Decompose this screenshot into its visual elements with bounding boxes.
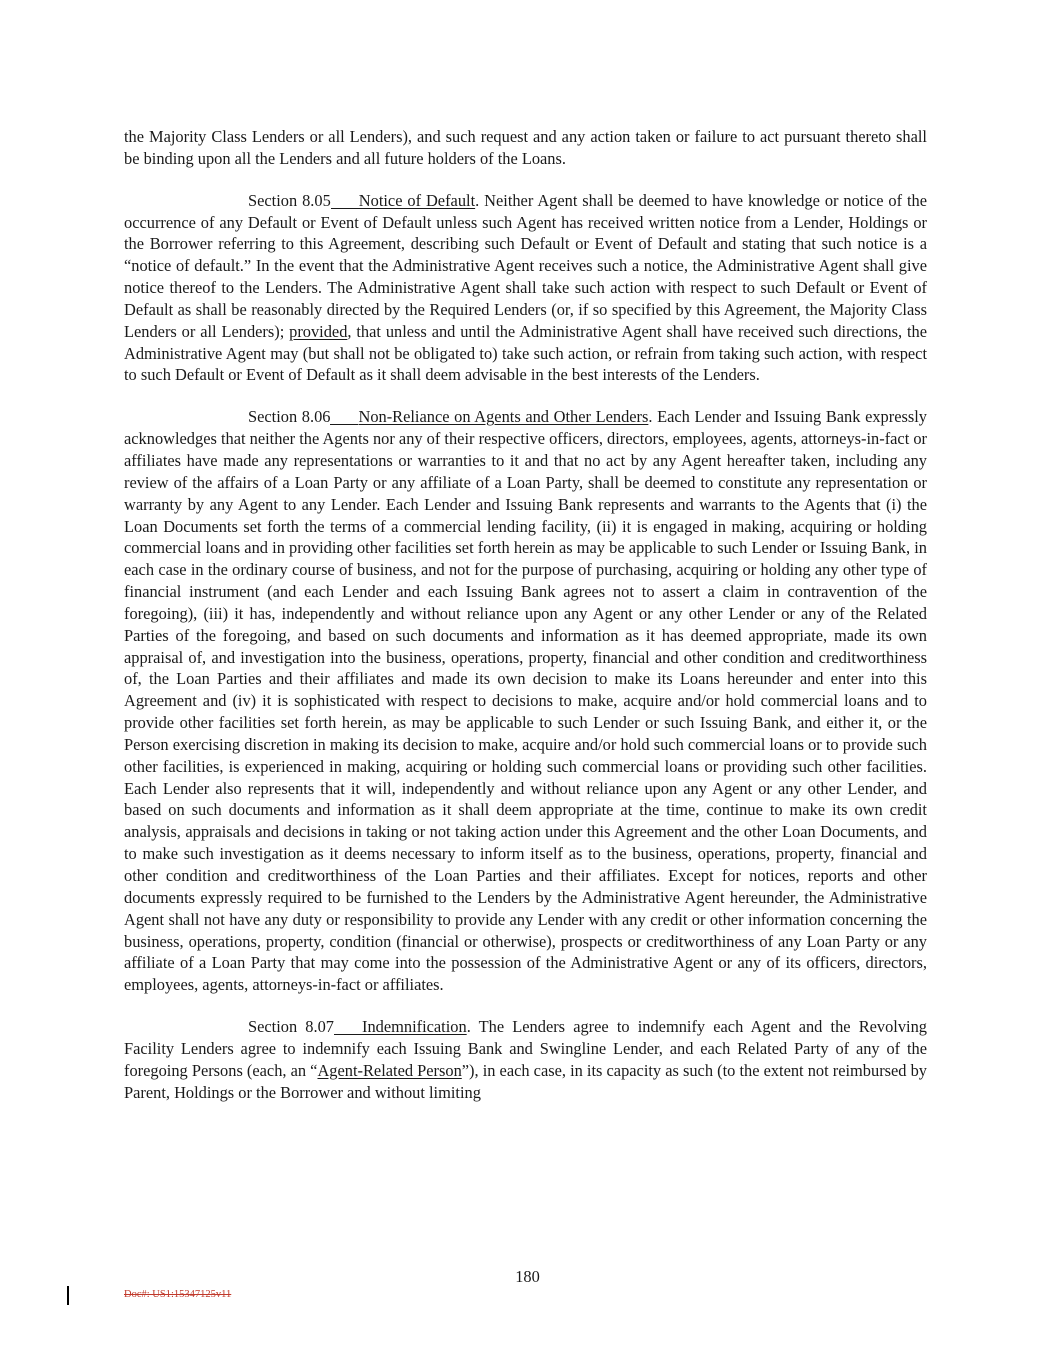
tab-gap — [331, 193, 359, 209]
section-8-07-paragraph: Section 8.07 Indemnification. The Lenders agree to indemnify each Agent and the Revolving Facility Lenders agree to indemnify each Issuing Bank and Swingline Lender, and each Related Party of any of the foregoing Persons (each, an “Agent-Related Person”), in each case, in its capacity as such (to the extent not reimbursed by Parent, Holdings or the Borrower and without limiting — [124, 1017, 927, 1102]
section-title: Non-Reliance on Agents and Other Lenders — [358, 407, 649, 427]
section-number: Section 8.07 — [248, 1017, 334, 1037]
section-number: Section 8.06 — [248, 407, 331, 427]
tab-gap — [334, 1019, 362, 1035]
section-title: Notice of Default — [358, 190, 476, 210]
intro-paragraph: the Majority Class Lenders or all Lenders), and such request and any action taken or failure to act pursuant thereto shall be binding upon all the Lenders and all future holders of the Loans. — [124, 127, 927, 168]
tab-gap — [330, 409, 358, 425]
defined-term: Agent-Related Person — [317, 1060, 462, 1080]
section-number: Section 8.05 — [248, 190, 331, 210]
document-body — [124, 126, 927, 1123]
section-title: Indemnification — [362, 1017, 467, 1037]
section-8-05-paragraph: Section 8.05 Notice of Default. Neither Agent shall be deemed to have knowledge or notice of the occurrence of any Default or Event of Default unless such Agent has received written notice from a Lender, Holdings or the Borrower referring to this Agreement, describing such Default or Event of Default and stating that such notice is a “notice of default.” In the event that the Administrative Agent receives such a notice, the Administrative Agent shall give notice thereof to the Lenders. The Administrative Agent shall take such action with respect to such Default or Event of Default as shall be reasonably directed by the Required Lenders (or, if so specified by this Agreement, the Majority Class Lenders or all Lenders); provided, that unless and until the Administrative Agent shall have received such directions, the Administrative Agent may (but shall not be obligated to) take such action, or refrain from taking such action, with respect to such Default or Event of Default as it shall deem advisable in the best interests of the Lenders. — [124, 190, 927, 385]
change-bar — [67, 1286, 69, 1305]
provided-term: provided — [289, 321, 348, 341]
document-id: Doc#: US1:15347125v11 — [124, 1289, 232, 1300]
section-8-06-paragraph: Section 8.06 Non-Reliance on Agents and Other Lenders. Each Lender and Issuing Bank expressly acknowledges that neither the Agents nor any of their respective officers, directors, employees, agents, attorneys-in-fact or affiliates have made any representations or warranties to it and that no act by any Agent hereafter taken, including any review of the affairs of a Loan Party or any affiliate of a Loan Party, shall be deemed to constitute any representation or warranty by any Agent to any Lender. Each Lender and Issuing Bank represents and warrants to the Agents that (i) the Loan Documents set forth the terms of a commercial lending facility, (ii) it is engaged in making, acquiring or holding commercial loans and in providing other facilities set forth herein as may be applicable to such Lender or Issuing Bank, in each case in the ordinary course of business, and not for the purpose of purchasing, acquiring or holding any other type of financial instrument (and each Lender and each Issuing Bank agrees not to assert a claim in contravention of the foregoing), (iii) it has, independently and without reliance upon any Agent or any other Lender or any of the Related Parties of the foregoing, and based on such documents and information as it has deemed appropriate, made its own appraisal of, and investigation into the business, operations, property, financial and other condition and creditworthiness of, the Loan Parties and their affiliates and made its own decision to make its Loans hereunder and enter into this Agreement and (iv) it is sophisticated with respect to decisions to make, acquire and/or hold commercial loans and to provide other facilities set forth herein, as may be applicable to such Lender or such Issuing Bank, and either it, or the Person exercising discretion in making its decision to make, acquire and/or hold such commercial loans or to provide such other facilities, is experienced in making, acquiring or holding such commercial loans or providing such other facilities. Each Lender also represents that it will, independently and without reliance upon any Agent or any other Lender, and based on such documents and information as it shall deem appropriate at the time, continue to make its own credit analysis, appraisals and decisions in taking or not taking action under this Agreement and the other Loan Documents, and to make such investigation as it deems necessary to inform itself as to the business, operations, property, financial and other condition and creditworthiness of the Loan Parties and their affiliates. Except for notices, reports and other documents expressly required to be furnished to the Lenders by the Administrative Agent hereunder, the Administrative Agent shall not have any duty or responsibility to provide any Lender with any credit or other information concerning the business, operations, property, condition (financial or otherwise), prospects or creditworthiness of any Loan Party or any affiliate of a Loan Party that may come into the possession of the Administrative Agent or any of its officers, directors, employees, agents, attorneys-in-fact or affiliates. — [124, 407, 928, 995]
page-number: 180 — [515, 1267, 540, 1286]
